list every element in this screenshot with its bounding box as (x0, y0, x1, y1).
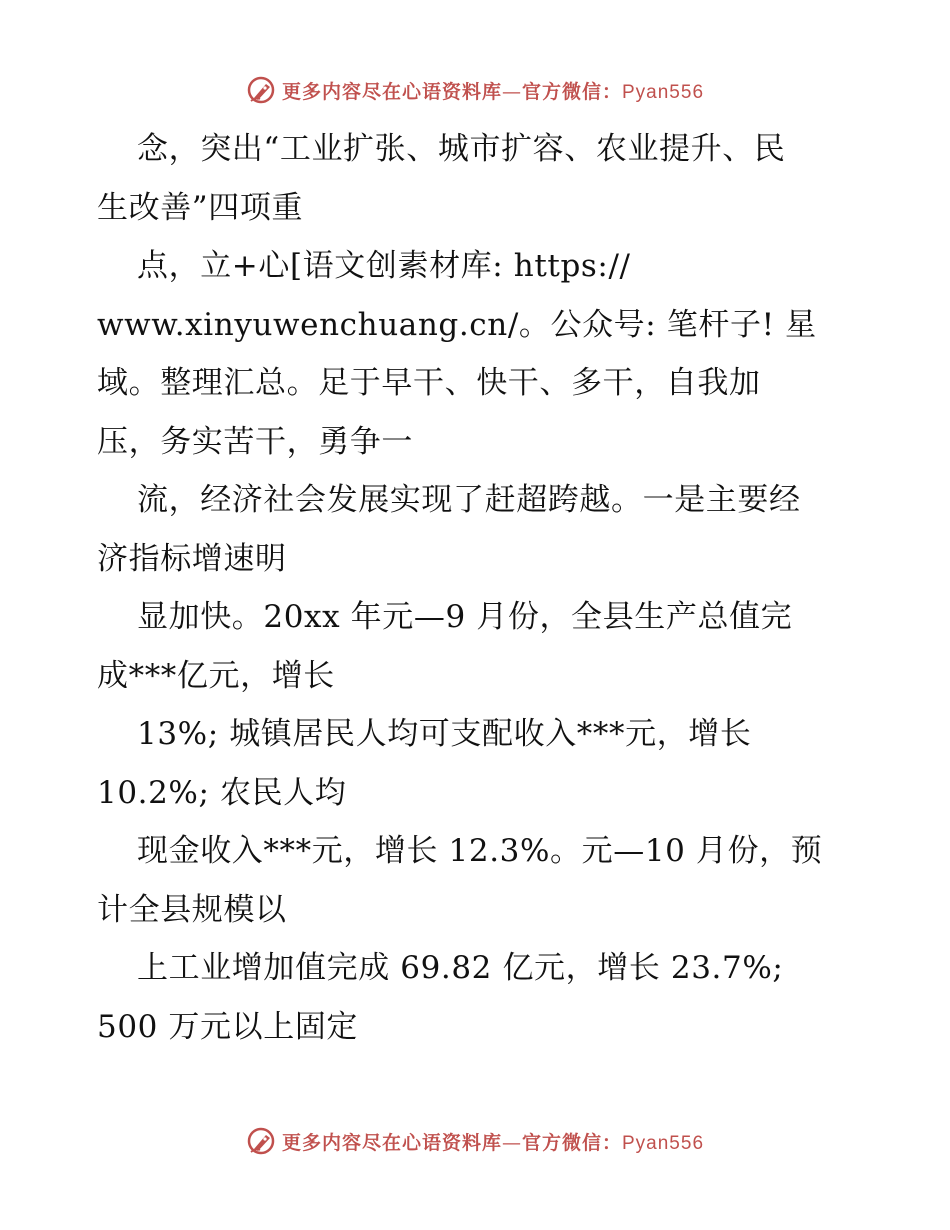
header-watermark (0, 73, 950, 107)
text-line: 计全县规模以 (97, 891, 287, 928)
pen-nib-logo-icon (246, 75, 276, 105)
text-line: 点，立+心[语文创素材库: https:// (137, 248, 631, 284)
watermark-text (282, 1128, 704, 1155)
watermark-wechat-label: 官方微信： (521, 1131, 622, 1154)
text-line: 念，突出“工业扩张、城市扩容、农业提升、民 (137, 131, 786, 167)
text-line: 生改善”四项重 (97, 189, 304, 226)
pen-nib-logo-icon (246, 1126, 276, 1156)
text-line: 成***亿元，增长 (97, 657, 335, 694)
text-line: 上工业增加值完成 69.82 亿元，增长 23.7%; (137, 950, 784, 986)
text-line: www.xinyuwenchuang.cn/。公众号: 笔杆子! 星 (97, 306, 817, 343)
watermark-wechat-id: Pyan556 (622, 81, 705, 103)
watermark-main: 更多内容尽在心语资料库 (281, 80, 502, 103)
text-line: 流，经济社会发展实现了赶超跨越。一是主要经 (137, 482, 801, 518)
text-line: 域。整理汇总。足于早干、快干、多干，自我加 (97, 365, 761, 401)
text-line: 济指标增速明 (97, 540, 287, 577)
watermark-dash: — (501, 80, 522, 103)
watermark-wechat-label: 官方微信： (521, 80, 622, 103)
text-line: 13%; 城镇居民人均可支配收入***元，增长 (137, 716, 752, 752)
watermark-text (282, 77, 704, 104)
document-body (97, 120, 857, 1056)
text-line: 现金收入***元，增长 12.3%。元—10 月份，预 (137, 833, 823, 869)
text-line: 压，务实苦干，勇争一 (97, 423, 413, 460)
text-line: 10.2%; 农民人均 (97, 774, 347, 811)
text-line: 500 万元以上固定 (97, 1008, 359, 1045)
text-line: 显加快。20xx 年元—9 月份，全县生产总值完 (137, 599, 793, 635)
watermark-dash: — (501, 1131, 522, 1154)
watermark-wechat-id: Pyan556 (622, 1132, 705, 1154)
footer-watermark (0, 1124, 950, 1158)
watermark-main: 更多内容尽在心语资料库 (281, 1131, 502, 1154)
